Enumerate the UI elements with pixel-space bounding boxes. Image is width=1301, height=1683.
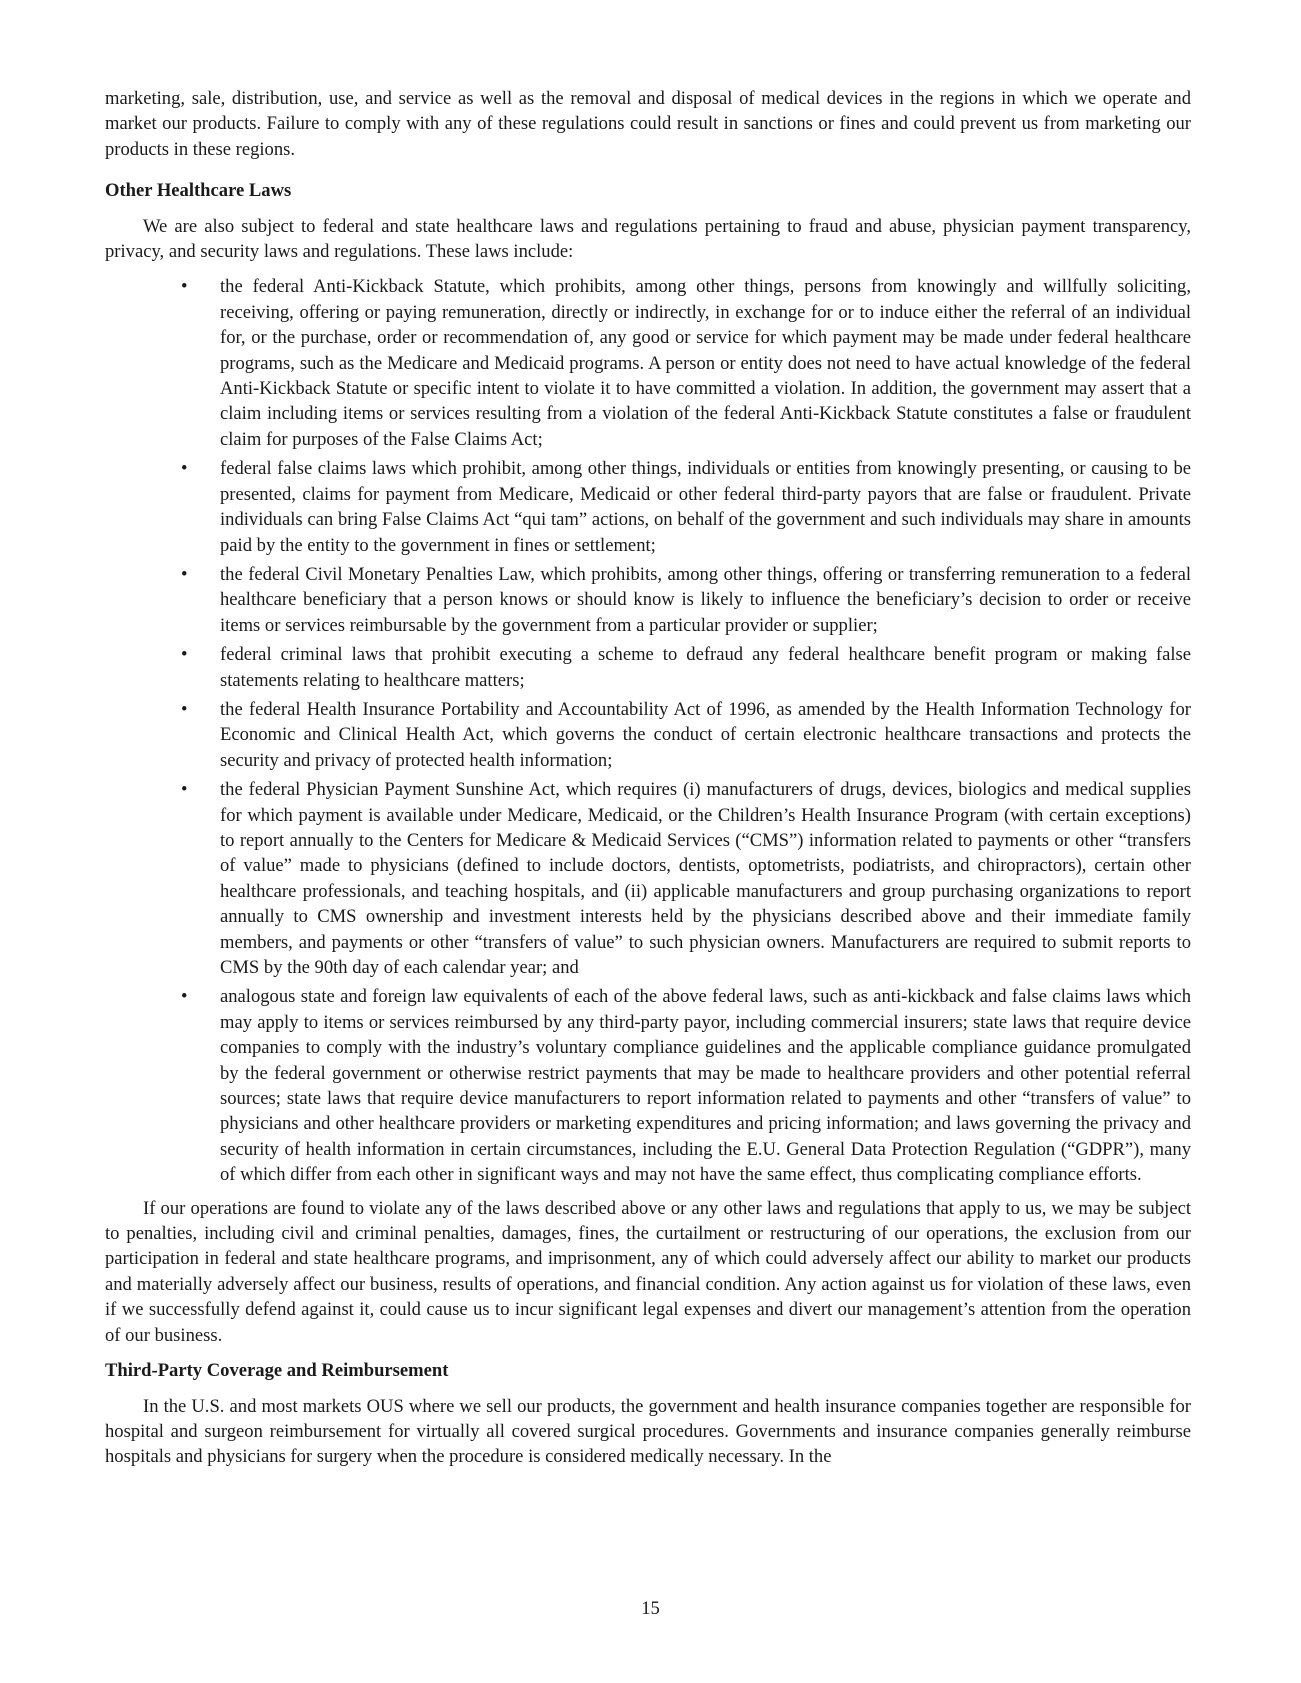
bullet-marker: •	[181, 458, 188, 480]
list-item	[105, 274, 1191, 452]
list-item-text: the federal Civil Monetary Penalties Law, which prohibits, among other things, offering or transferring remuneration to a federal healthcare beneficiary that a person knows or should know is likely to influence the beneficiary’s decision to order or receive items or services reimbursable by the government from a particular provider or supplier;	[220, 563, 1191, 636]
closing-paragraph: If our operations are found to violate any of the laws described above or any other laws and regulations that apply to us, we may be subject to penalties, including civil and criminal penalties, damages, fines, the curtailment or restructuring of our operations, the exclusion from our participation in federal and state healthcare programs, and imprisonment, any of which could adversely affect our ability to market our products and materially adversely affect our business, results of operations, and financial condition. Any action against us for violation of these laws, even if we successfully defend against it, could cause us to incur significant legal expenses and divert our management’s attention from the operation of our business.	[105, 1197, 1191, 1346]
section-heading-third-party-coverage: Third-Party Coverage and Reimbursement	[105, 1360, 449, 1382]
list-item-text: federal false claims laws which prohibit, among other things, individuals or entities from knowingly presenting, or causing to be presented, claims for payment from Medicare, Medicaid or other federal third-party payors that are false or fraudulent. Private individuals can bring False Claims Act “qui tam” actions, on behalf of the government and such individuals may share in amounts paid by the entity to the government in fines or settlement;	[220, 458, 1191, 556]
page-number: 15	[641, 1598, 660, 1619]
list-item	[105, 697, 1191, 773]
list-item-text: the federal Physician Payment Sunshine Act, which requires (i) manufacturers of drugs, devices, biologics and medical supplies for which payment is available under Medicare, Medicaid, or the Children’s Health Insurance Program (with certain exceptions) to report annually to the Centers for Medicare & Medicaid Services (“CMS”) information related to payments or other “transfers of value” made to physicians (defined to include doctors, dentists, optometrists, podiatrists, and chiropractors), certain other healthcare professionals, and teaching hospitals, and (ii) applicable manufacturers and group purchasing organizations to report annually to CMS ownership and investment interests held by the physicians described above and their immediate family members, and payments or other “transfers of value” to such physician owners. Manufacturers are required to submit reports to CMS by the 90th day of each calendar year; and	[220, 779, 1191, 978]
list-item-text: federal criminal laws that prohibit executing a scheme to defraud any federal healthcare benefit program or making false statements relating to healthcare matters;	[220, 644, 1191, 691]
bullet-marker: •	[181, 276, 188, 298]
third-party-paragraph: In the U.S. and most markets OUS where we sell our products, the government and health insurance companies together are responsible for hospital and surgeon reimbursement for virtually all covered surgical procedures. Governments and insurance companies generally reimburse hospitals and physicians for surgery when the procedure is considered medically necessary. In the	[105, 1395, 1191, 1468]
list-item-text: analogous state and foreign law equivalents of each of the above federal laws, such as anti-kickback and false claims laws which may apply to items or services reimbursed by any third-party payor, including commercial insurers; state laws that require device companies to comply with the industry’s voluntary compliance guidelines and the applicable compliance guidance promulgated by the federal government or otherwise restrict payments that may be made to healthcare providers and other potential referral sources; state laws that require device manufacturers to report information related to payments and other “transfers of value” to physicians and other healthcare providers or marketing expenditures and pricing information; and laws governing the privacy and security of health information in certain circumstances, including the E.U. General Data Protection Regulation (“GDPR”), many of which differ from each other in significant ways and may not have the same effect, thus complicating compliance efforts.	[220, 986, 1191, 1186]
list-item	[105, 456, 1191, 558]
section-heading-other-healthcare-laws: Other Healthcare Laws	[105, 180, 292, 202]
bullet-marker: •	[181, 563, 188, 585]
list-item-text: the federal Anti-Kickback Statute, which prohibits, among other things, persons from knowingly and willfully soliciting, receiving, offering or paying remuneration, directly or indirectly, in exchange for or to induce either the referral of an individual for, or the purchase, order or recommendation of, any good or service for which payment may be made under federal healthcare programs, such as the Medicare and Medicaid programs. A person or entity does not need to have actual knowledge of the federal Anti-Kickback Statute or specific intent to violate it to have committed a violation. In addition, the government may assert that a claim including items or services resulting from a violation of the federal Anti-Kickback Statute constitutes a false or fraudulent claim for purposes of the False Claims Act;	[220, 276, 1191, 450]
bullet-marker: •	[181, 779, 188, 801]
laws-bullet-list	[105, 274, 1191, 1187]
bullet-marker: •	[181, 698, 188, 720]
intro-paragraph: marketing, sale, distribution, use, and service as well as the removal and disposal of medical devices in the regions in which we operate and market our products. Failure to comply with any of these regulations could result in sanctions or fines and could prevent us from marketing our products in these regions.	[105, 88, 1191, 160]
list-item-text: the federal Health Insurance Portability and Accountability Act of 1996, as amended by the Health Information Technology for Economic and Clinical Health Act, which governs the conduct of certain electronic healthcare transactions and protects the security and privacy of protected health information;	[220, 698, 1191, 771]
list-item	[105, 777, 1191, 980]
list-item	[105, 642, 1191, 693]
document-page	[105, 86, 1191, 1470]
list-item	[105, 984, 1191, 1187]
bullet-marker: •	[181, 644, 188, 666]
list-item	[105, 562, 1191, 638]
section-lead-paragraph: We are also subject to federal and state healthcare laws and regulations pertaining to fraud and abuse, physician payment transparency, privacy, and security laws and regulations. These laws include:	[105, 215, 1191, 263]
bullet-marker: •	[181, 986, 188, 1008]
